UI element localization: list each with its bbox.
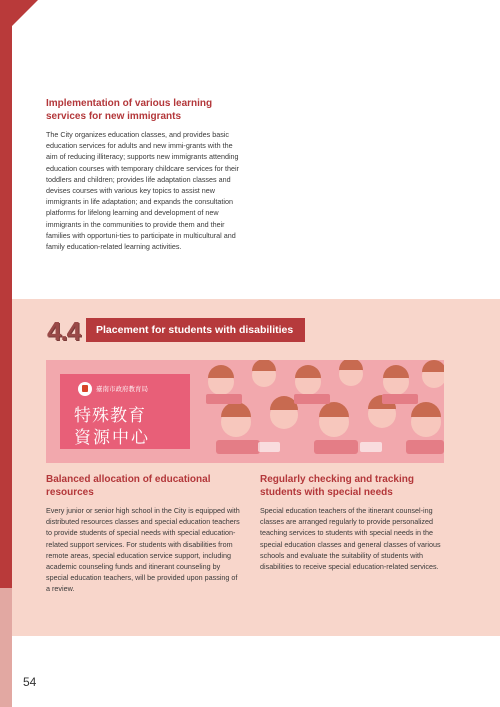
banner-title-card — [60, 374, 190, 449]
left-color-stripe — [0, 0, 12, 707]
banner-title-line2: 資源中心 — [74, 428, 150, 448]
intro-body: The City organizes education classes, and provides basic education services for adults and new immi-grants with the aim of reducing illiteracy; supports new immigrants attending education courses with temporary childcare services for their toddlers and children; provides life adaptation classes and devises courses with various key topics to assist new immigrants in life adaptation; and expands the consultation platforms for lifelong learning and development of new immigrants in the communities to provide them and their families with opportuni-ties to participate in multicultural and family education-related learning activities. — [46, 130, 239, 252]
special-education-banner — [46, 360, 444, 463]
section-title: Placement for students with disabilities — [96, 324, 294, 336]
left-stripe-lower — [0, 588, 12, 707]
section-number: 4.4 — [47, 316, 81, 346]
column-title: Balanced allocation of educational resources — [46, 474, 211, 498]
column-body: Every junior or senior high school in the City is equipped with distributed resources classes and special education teachers to provide students of special needs with special education-related support services. For students with disabilities from remote areas, special education service support, including academic counseling funds and itinerant counseling by special education teachers, will be provided upon passing of a review. — [46, 506, 240, 594]
column-resources — [46, 474, 242, 595]
bureau-logo-icon — [78, 382, 92, 396]
column-tracking — [260, 474, 456, 572]
intro-title: Implementation of various learning services for new immigrants — [46, 98, 213, 122]
banner-title-line1: 特殊教育 — [74, 406, 146, 426]
intro-section — [46, 98, 246, 252]
section-title-bar — [86, 318, 305, 342]
page-number: 54 — [23, 675, 37, 689]
bureau-name: 臺南市政府教育局 — [96, 386, 148, 393]
column-body: Special education teachers of the itinerant counsel-ing classes are arranged regularly to provide personalized teaching services to students with special needs in the special education classes and general classes of various schools and evaluate the suitability of students with disabilities to receive special education-related services. — [260, 506, 441, 572]
column-title: Regularly checking and tracking students with special needs — [260, 474, 414, 498]
corner-triangle — [0, 0, 38, 38]
